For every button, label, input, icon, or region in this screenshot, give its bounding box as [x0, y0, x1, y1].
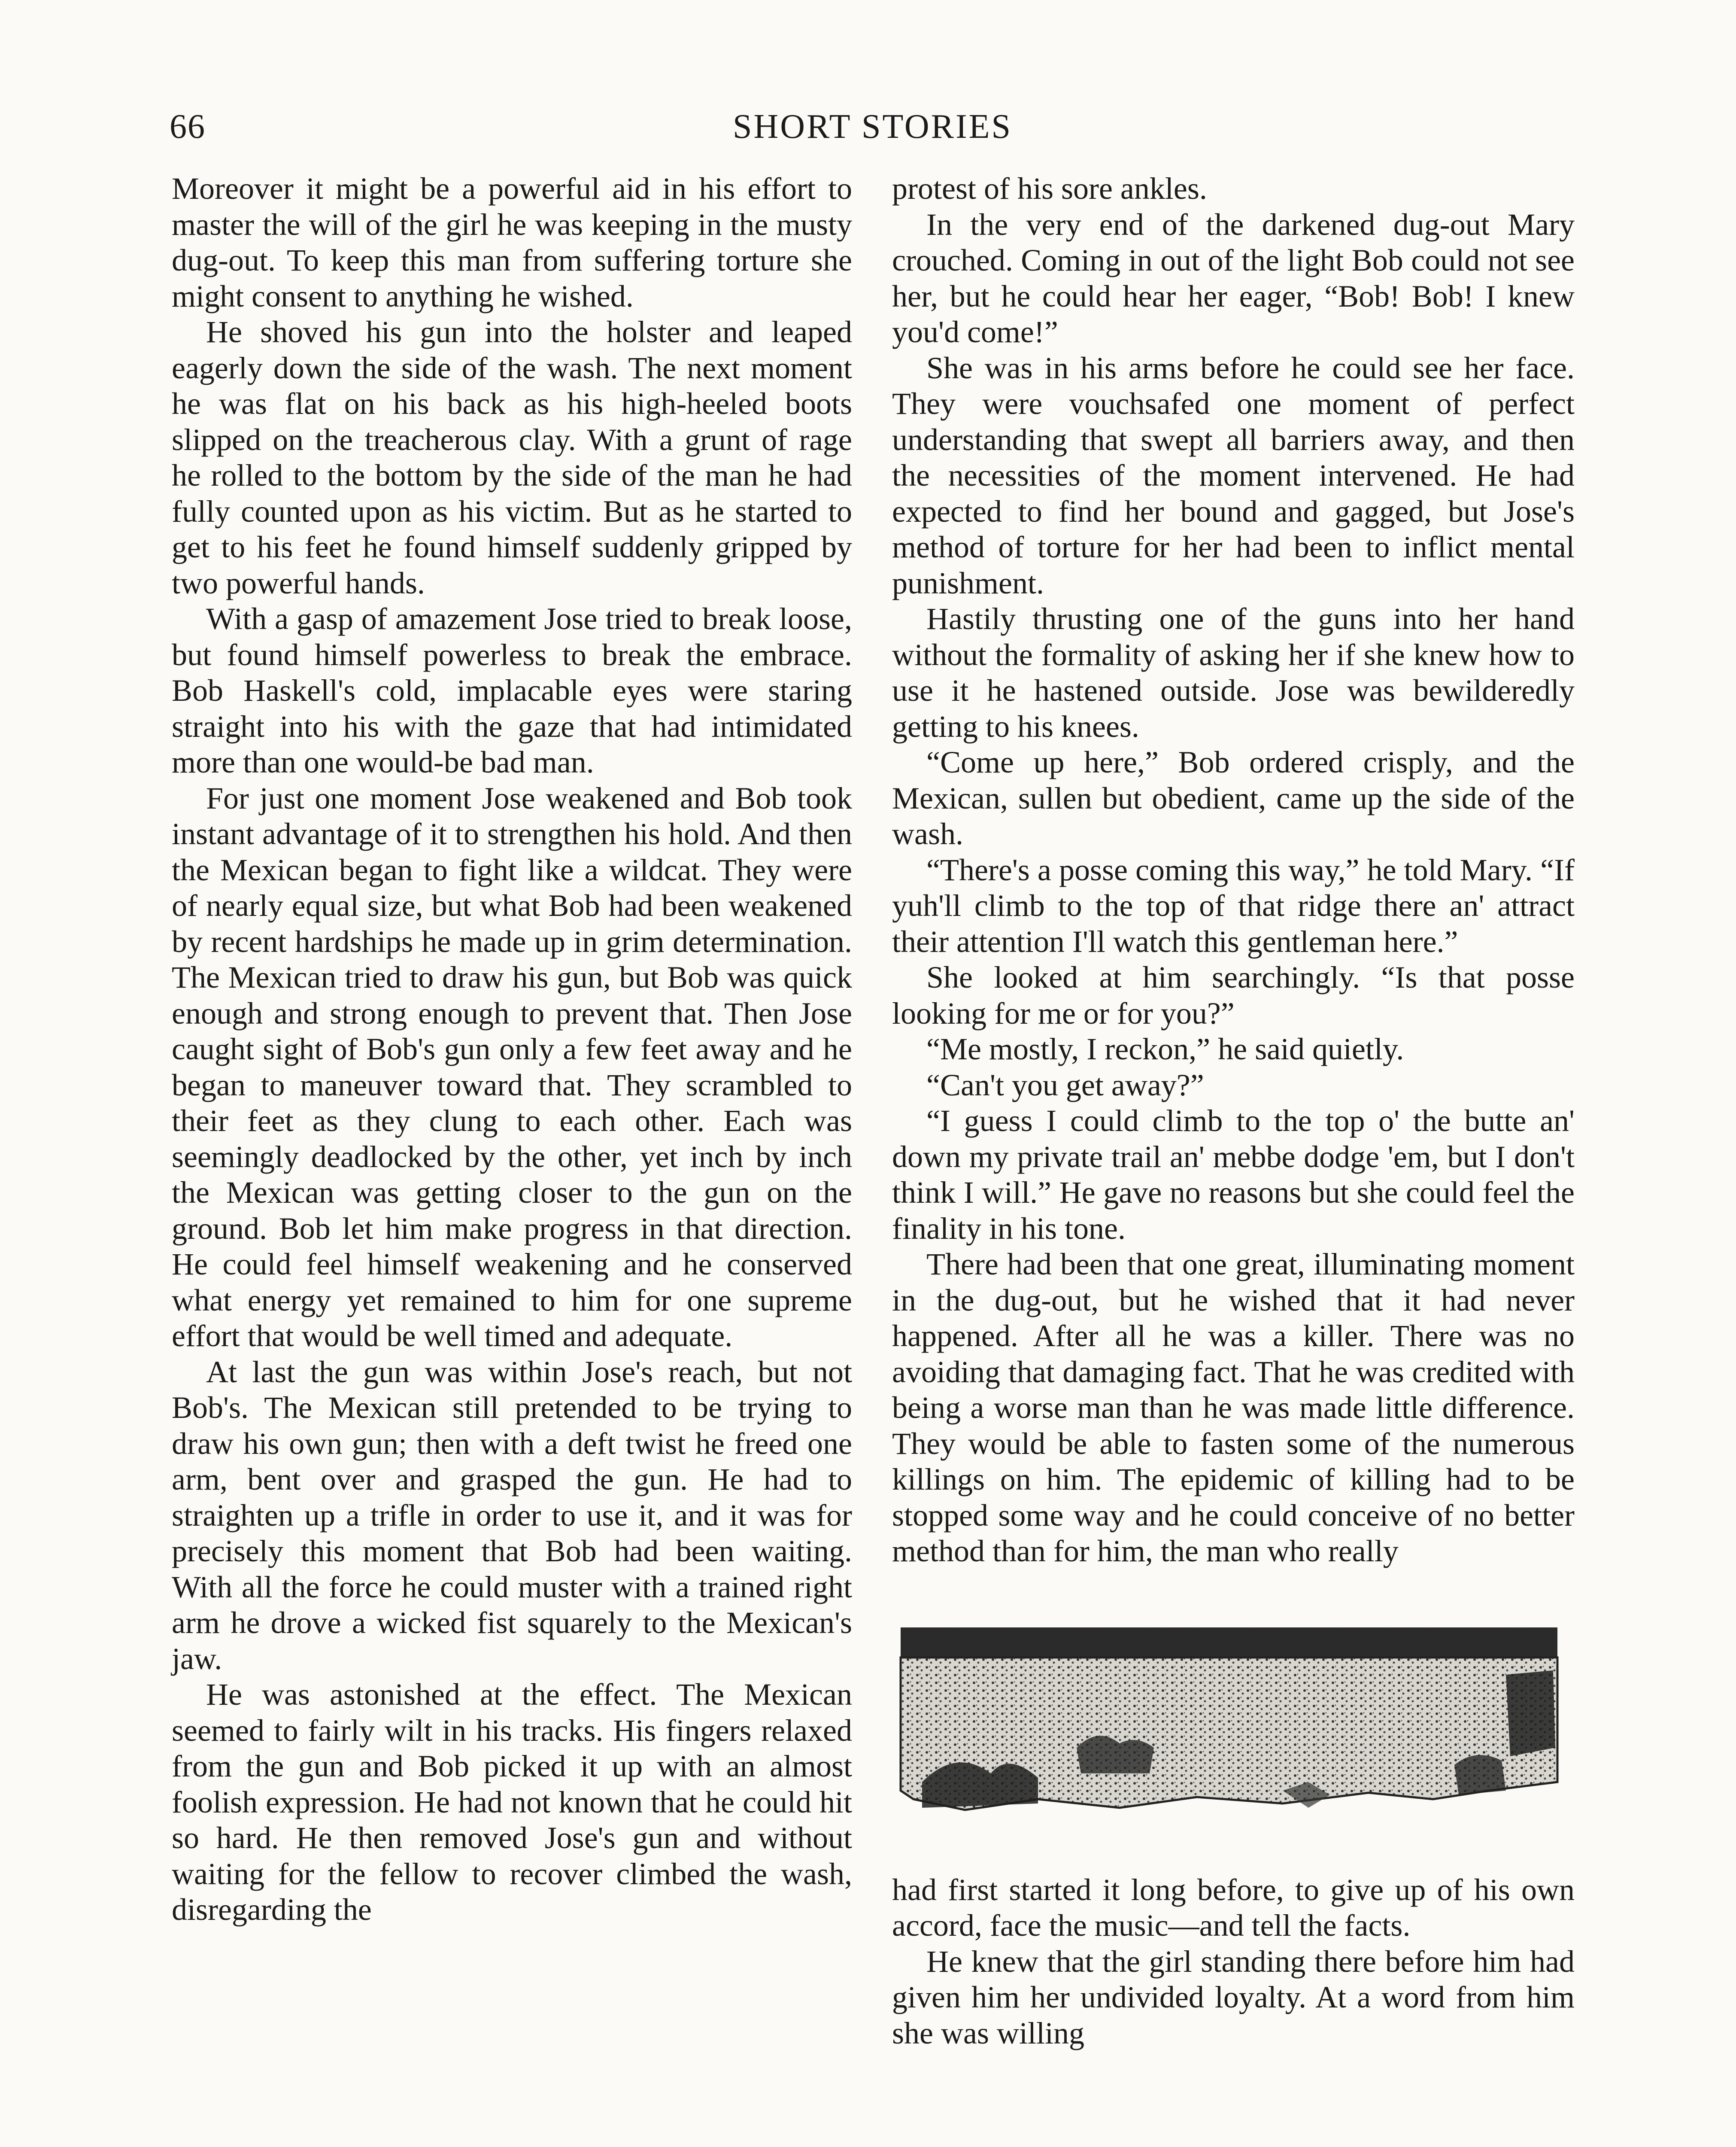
story-illustration [896, 1619, 1566, 1821]
paragraph: With a gasp of amazement Jose tried to break loose, but found himself powerless to break the embrace. Bob Haskell's cold, implacable eyes were staring straight into his with the gaze that had intimidated more than one would-be bad man. [172, 602, 852, 779]
paragraph: There had been that one great, illuminating moment in the dug-out, but he wished that it had never happened. After all he was a killer. There was no avoiding that damaging fact. That he was credited with being a worse man than he was made little difference. They would be able to fasten some of the numerous killings on him. The epidemic of killing had to be stopped some way and he could conceive of no better method than for him, the man who really [892, 1247, 1575, 1568]
paragraph: At last the gun was within Jose's reach, but not Bob's. The Mexican still pretended to be trying to draw his own gun; then with a deft twist he freed one arm, bent over and grasped the gun. He had to straighten up a trifle in order to use it, and it was for precisely this moment that Bob had been waiting. With all the force he could muster with a trained right arm he drove a wicked fist squarely to the Mexican's jaw. [172, 1354, 852, 1676]
paragraph: “I guess I could climb to the top o' the butte an' down my private trail an' mebbe dodge 'em, but I don't think I will.” He gave no reasons but she could feel the finality in his tone. [892, 1104, 1575, 1246]
running-head: SHORT STORIES [732, 108, 1013, 146]
paragraph: He shoved his gun into the holster and leaped eagerly down the side of the wash. The next moment he was flat on his back as his high-heeled boots slipped on the treacherous clay. With a grunt of rage he rolled to the bottom by the side of the man he had fully counted upon as his victim. But as he started to get to his feet he found himself suddenly gripped by two powerful hands. [172, 315, 852, 600]
paragraph: For just one moment Jose weakened and Bob took instant advantage of it to strengthen his hold. And then the Mexican began to fight like a wildcat. They were of nearly equal size, but what Bob had been weakened by recent hardships he made up in grim determination. The Mexican tried to draw his gun, but Bob was quick enough and strong enough to prevent that. Then Jose caught sight of Bob's gun only a few feet away and he began to maneuver toward that. They scrambled to their feet as they clung to each other. Each was seemingly deadlocked by the other, yet inch by inch the Mexican was getting closer to the gun on the ground. Bob let him make progress in that direction. He could feel himself weakening and he conserved what energy yet remained to him for one supreme effort that would be well timed and adequate. [172, 781, 852, 1353]
paragraph: “There's a posse coming this way,” he told Mary. “If yuh'll climb to the top of that ridge there an' attract their attention I'll watch this gentleman here.” [892, 852, 1575, 959]
paragraph: “Me mostly, I reckon,” he said quietly. [926, 1032, 1404, 1066]
paragraph: “Come up here,” Bob ordered crisply, and the Mexican, sullen but obedient, came up the side of the wash. [892, 745, 1575, 851]
paragraph: She looked at him searchingly. “Is that posse looking for me or for you?” [892, 960, 1575, 1031]
left-column [172, 171, 852, 1928]
paragraph: In the very end of the darkened dug-out Mary crouched. Coming in out of the light Bob could not see her, but he could hear her eager, “Bob! Bob! I knew you'd come!” [892, 207, 1575, 349]
paragraph: Hastily thrusting one of the guns into her hand without the formality of asking her if she knew how to use it he hastened outside. Jose was bewilderedly getting to his knees. [892, 602, 1575, 744]
page-number: 66 [170, 108, 206, 146]
paragraph: He was astonished at the effect. The Mexican seemed to fairly wilt in his tracks. His fingers relaxed from the gun and Bob picked it up with an almost foolish expression. He had not known that he could hit so hard. He then removed Jose's gun and without waiting for the fellow to recover climbed the wash, disregarding the [172, 1677, 852, 1927]
paragraph: She was in his arms before he could see her face. They were vouchsafed one moment of perfect understanding that swept all barriers away, and then the necessities of the moment intervened. He had expected to find her bound and gagged, but Jose's method of torture for her had been to inflict mental punishment. [892, 350, 1575, 600]
paragraph: Moreover it might be a powerful aid in his effort to master the will of the girl he was keeping in the musty dug-out. To keep this man from suffering torture she might consent to anything he wished. [172, 171, 852, 313]
paragraph: had first started it long before, to give up of his own accord, face the music—and tell the facts. [892, 1872, 1575, 1943]
paragraph: “Can't you get away?” [926, 1067, 1204, 1102]
illustration-drawing [896, 1619, 1566, 1821]
page-header [170, 107, 1575, 155]
paragraph: protest of his sore ankles. [892, 171, 1207, 206]
paragraph: He knew that the girl standing there before him had given him her undivided loyalty. At a word from him she was willing [892, 1944, 1575, 2050]
right-column [892, 171, 1575, 2051]
